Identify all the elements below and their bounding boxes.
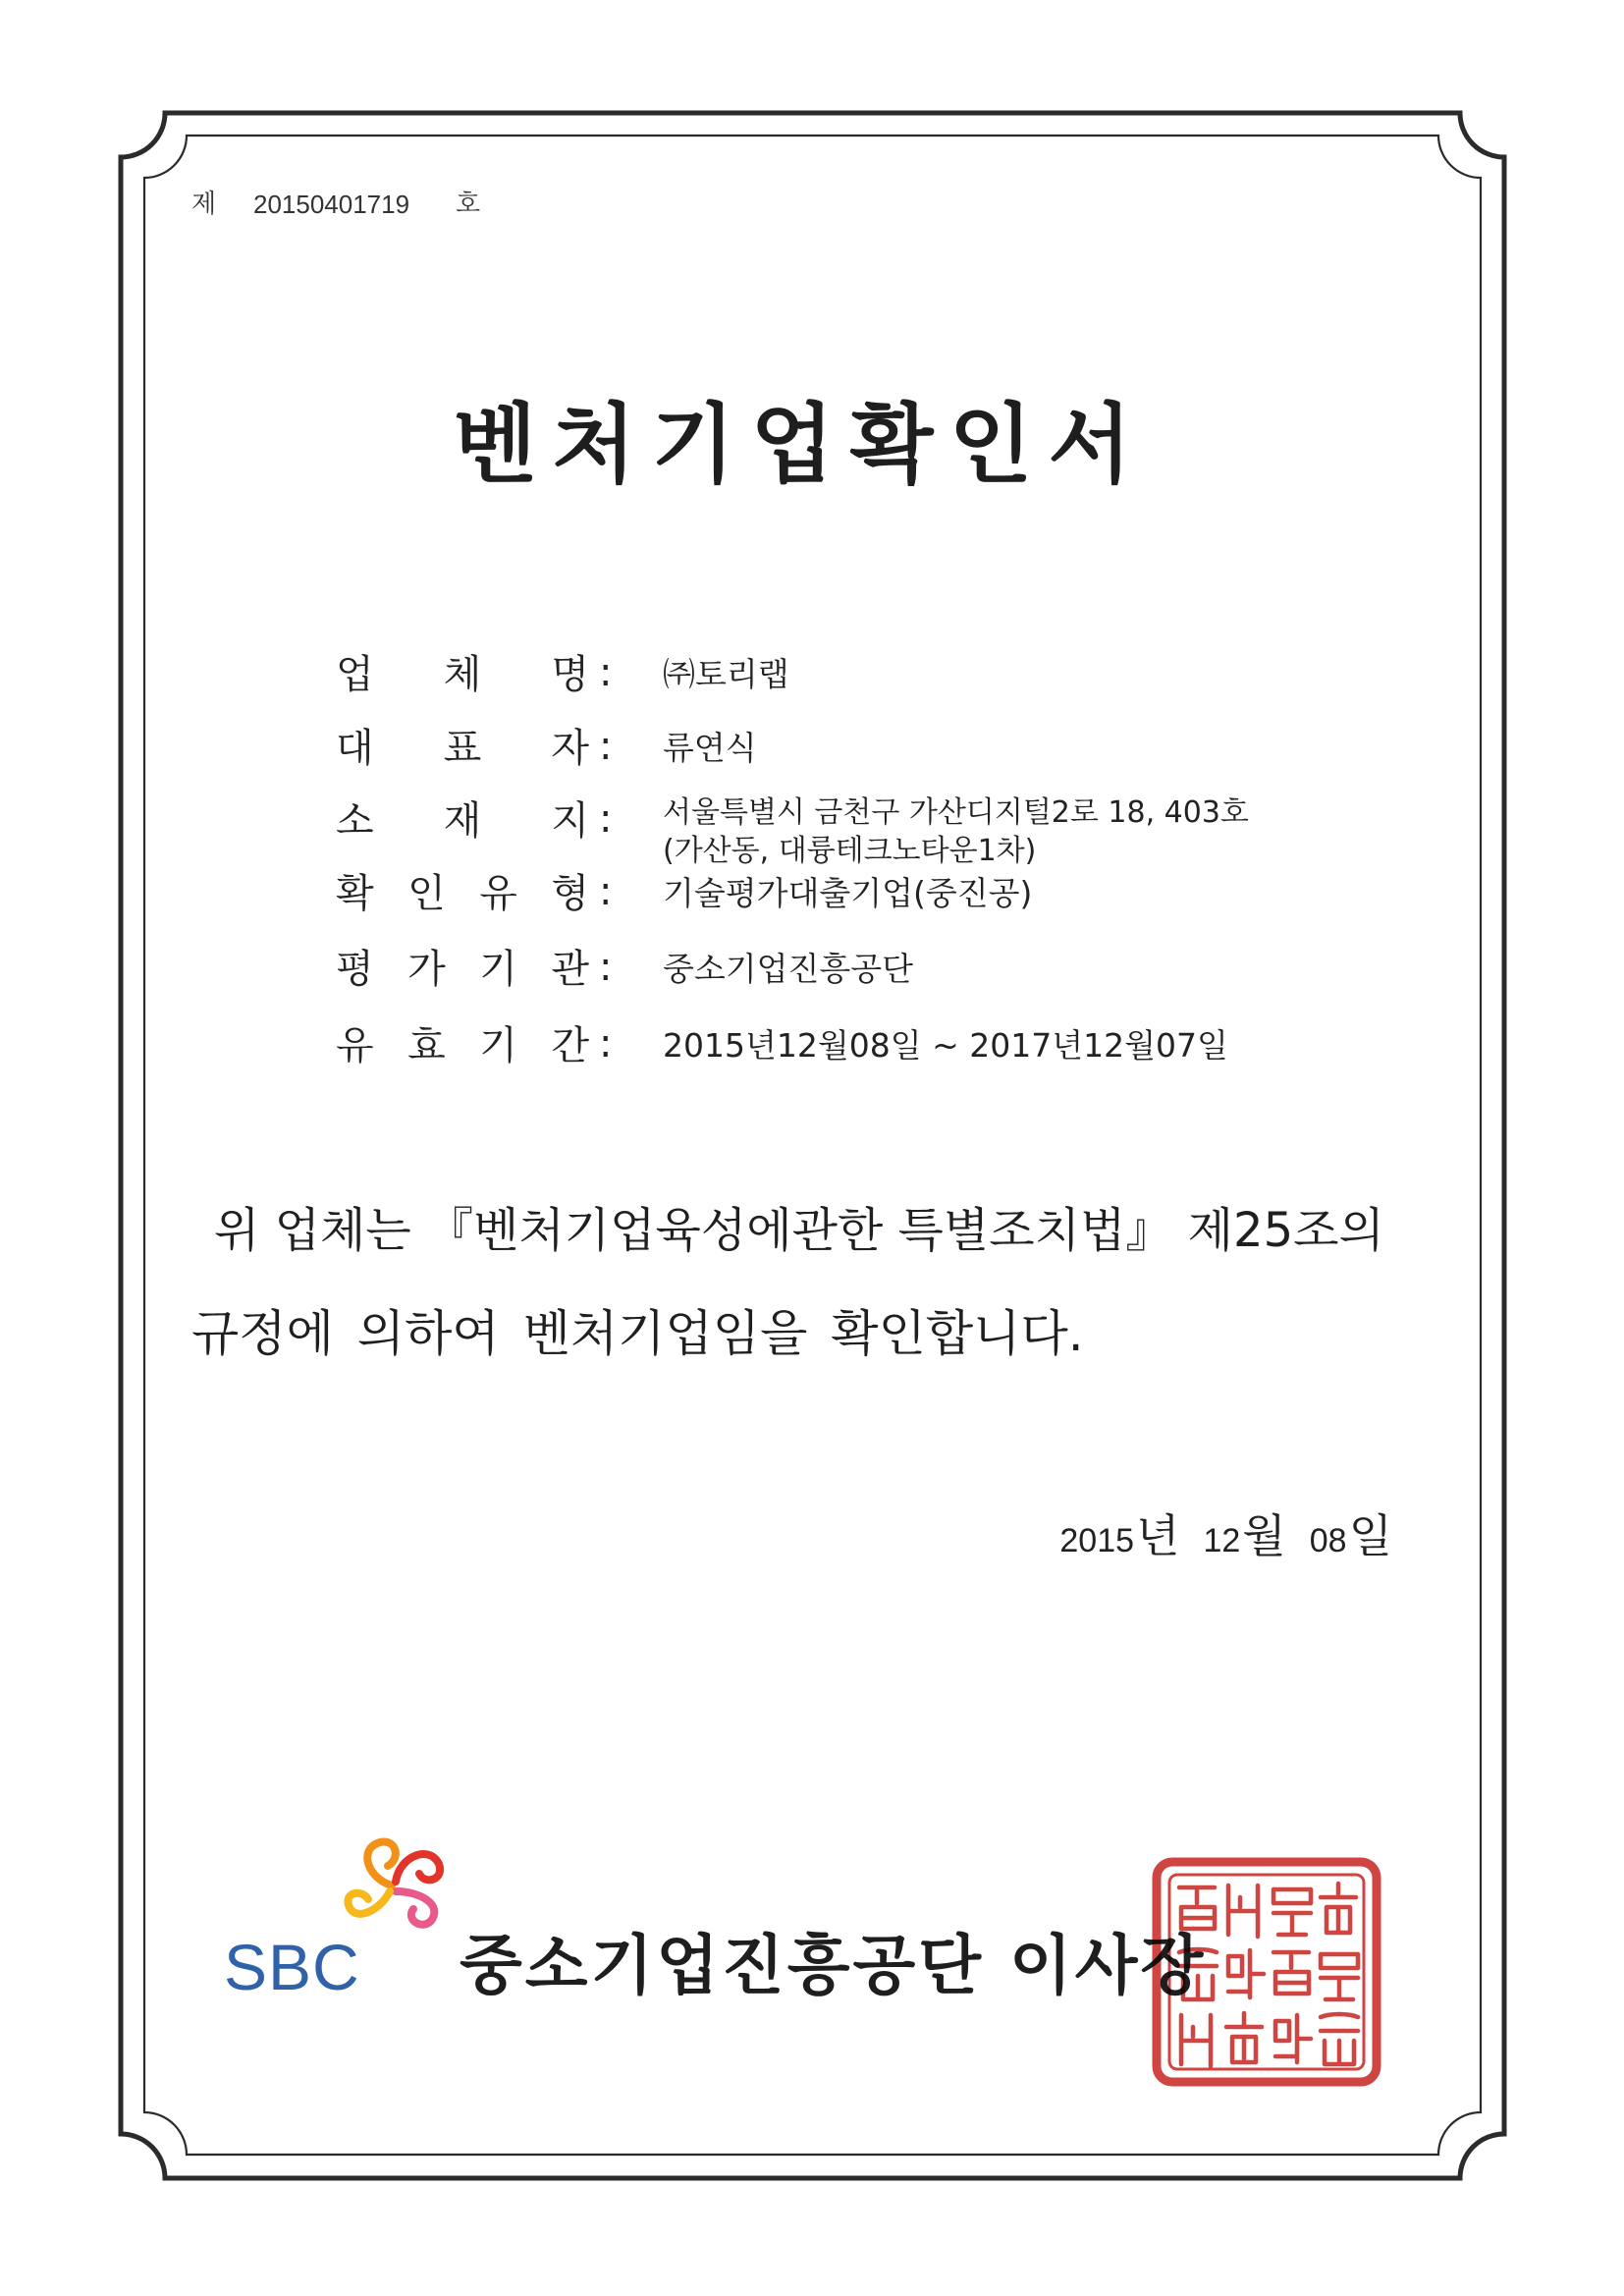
logo-petal-orange (367, 1841, 396, 1886)
logo-petal-yellow (348, 1891, 390, 1914)
document-number: 20150401719 (253, 190, 410, 219)
address-line-2: (가산동, 대륭테크노타운1차) (663, 834, 1037, 868)
issue-year-unit: 년 (1136, 1509, 1180, 1562)
issue-date (1059, 1501, 1392, 1565)
issue-year: 2015 (1059, 1522, 1135, 1559)
document-number-suffix: 호 (456, 190, 481, 219)
seal-glyph (1321, 1884, 1356, 1933)
document-number-prefix: 제 (191, 190, 217, 219)
issue-month: 12 (1203, 1522, 1241, 1559)
seal-glyph (1181, 2015, 1211, 2066)
seal-glyph (1226, 2013, 1262, 2062)
field-row-evaluating-agency (336, 946, 1416, 993)
seal-glyph (1228, 1886, 1258, 1937)
issuer-name: 중소기업진흥공단 이사장 (460, 1928, 1207, 2003)
field-row-company-name (336, 651, 1416, 698)
logo-petal-red (396, 1854, 440, 1882)
issue-day-unit: 일 (1348, 1509, 1392, 1562)
field-label: 소 재 지 (336, 798, 589, 844)
field-value: 중소기업진흥공단 (663, 950, 914, 988)
field-colon: : (599, 796, 613, 842)
sbc-logo-text: SBC (224, 1931, 360, 2003)
field-label: 확 인 유 형 (336, 871, 589, 916)
field-colon: : (599, 724, 613, 769)
seal-glyph (1273, 1889, 1311, 1935)
field-label: 업 체 명 (336, 652, 589, 697)
seal-glyph (1321, 2014, 1358, 2064)
field-value: 2015년12월08일 ~ 2017년12월07일 (663, 1026, 1228, 1065)
field-colon: : (599, 1021, 613, 1066)
field-row-validity-period (336, 1022, 1416, 1069)
field-label: 대 표 자 (336, 726, 589, 771)
statement-line-1: 위 업체는 『벤처기업육성에관한 특별조치법』 제25조의 (214, 1203, 1384, 1258)
address-line-1: 서울특별시 금천구 가산디지털2로 18, 403호 (663, 795, 1249, 830)
field-row-address (336, 795, 1416, 868)
logo-petal-pink (396, 1891, 434, 1925)
official-seal-icon (1149, 1854, 1384, 2090)
field-row-representative (336, 725, 1416, 772)
field-colon: : (599, 945, 613, 990)
seal-glyph (1228, 1950, 1264, 1997)
seal-outer-frame (1157, 1862, 1377, 2082)
sbc-flower-logo-icon (339, 1834, 452, 1933)
statement-line-2: 규정에 의하여 벤처기업임을 확인합니다. (191, 1305, 1084, 1362)
field-value: 류연식 (663, 729, 757, 767)
field-value: 기술평가대출기업(중진공) (663, 874, 1033, 912)
issue-day: 08 (1309, 1522, 1347, 1559)
issue-month-unit: 월 (1242, 1509, 1286, 1562)
document-title: 벤처기업확인서 (453, 394, 1148, 495)
field-row-confirmation-type (336, 870, 1416, 917)
seal-glyph (1179, 1949, 1217, 1999)
field-label: 평 가 기 관 (336, 947, 589, 992)
seal-glyph (1321, 1954, 1358, 1999)
seal-glyph (1273, 1952, 1309, 1994)
seal-glyph (1179, 1887, 1215, 1929)
field-value-address (663, 793, 1249, 870)
field-label: 유 효 기 간 (336, 1023, 589, 1068)
field-colon: : (599, 869, 613, 914)
field-value: ㈜토리랩 (663, 655, 789, 693)
seal-glyph (1275, 2015, 1311, 2062)
field-colon: : (599, 650, 613, 695)
